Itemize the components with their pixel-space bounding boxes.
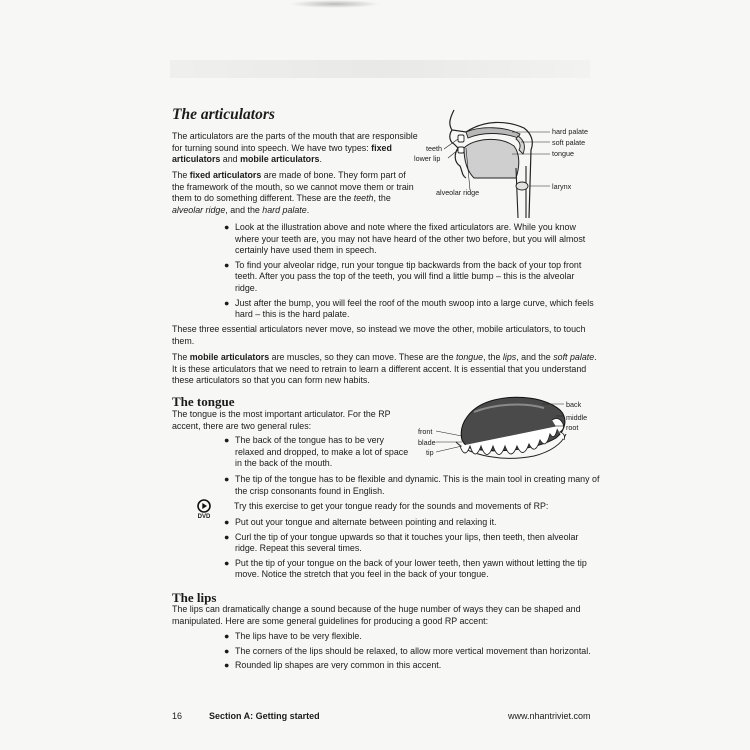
section-title-tongue: The tongue [172,394,235,409]
bleed-through [170,60,590,78]
list-item: ● Curl the tip of your tongue upwards so that it touches your lips, then teeth, then alveolar ridge. Repeat this several times. [224,531,579,554]
label-teeth: teeth [426,144,442,153]
label-soft-palate: soft palate [552,138,586,147]
fixed-articulator-tips [223,222,597,324]
lips-intro: The lips can dramatically change a sound because of the huge number of ways they can be shaped and manipulated. Here are some general guidelines for producing a good RP accent: [172,604,581,626]
scan-smudge [290,0,380,8]
label-blade: blade [418,438,436,447]
tongue-diagram [414,390,598,476]
page-number: 16 [172,711,183,721]
label-larynx: larynx [552,182,572,191]
list-item: ● The corners of the lips should be relaxed, to allow more vertical movement than horizontal. [224,645,591,656]
list-item: ● Rounded lip shapes are very common in this accent. [224,660,442,671]
label-alveolar-ridge: alveolar ridge [436,188,480,197]
label-hard-palate: hard palate [552,127,588,136]
list-item: ● Just after the bump, you will feel the roof of the mouth swoop into a large curve, which feels hard – this is the hard palate. [224,297,594,320]
play-icon [197,499,211,513]
mobile-articulators-paragraph: The mobile articulators are muscles, so they can move. These are the tongue, the lips, and the soft palate. It is these articulators that we need to retrain to learn a different accent. It is essential that you understand these articulators so that you can form new habits. [172,352,597,386]
list-item: ● The tip of the tongue has to be flexible and dynamic. This is the main tool in creating many of the crisp consonants found in English. [224,474,600,496]
tongue-rules-list [223,435,413,473]
label-middle: middle [566,413,588,422]
section-title-lips: The lips [172,590,217,605]
list-item: ● Put out your tongue and alternate between pointing and relaxing it. [224,517,497,527]
tongue-intro: The tongue is the most important articulator. For the RP accent, there are two general rules: [172,409,391,431]
fixed-articulators-paragraph: The fixed articulators are made of bone. They form part of the framework of the mouth, so we cannot move them or train them to do something different. These are the teeth, the alveolar ridge, and the hard palate. [172,170,414,215]
list-item: ● Look at the illustration above and note where the fixed articulators are. While you know where your teeth are, you may not have heard of the other two before, but you will almost certainly have used them in speech. [224,222,586,256]
list-item: ● The back of the tongue has to be very relaxed and dropped, to make a lot of space in the back of the mouth. [224,435,409,469]
lips-guidelines-list [223,631,603,675]
tongue-exercise-list [223,517,597,584]
label-tip: tip [426,448,434,457]
section-title-articulators: The articulators [172,106,275,123]
label-lower-lip: lower lip [414,154,441,163]
list-item: ● Put the tip of your tongue on the back of your lower teeth, then yawn without letting the tip move. Notice the stretch that you feel in the back of your tongue. [224,557,587,580]
dvd-marker [194,499,214,521]
footer-section: Section A: Getting started [209,711,320,721]
label-back: back [566,400,582,409]
articulators-intro: The articulators are the parts of the mouth that are responsible for turning sound into speech. We have two types: fixed articulators and mobile articulators. [172,131,418,165]
dvd-label: DVD [197,514,211,520]
label-tongue: tongue [552,149,574,158]
list-item: ● To find your alveolar ridge, run your tongue tip backwards from the back of your top front teeth. After you pass the top of the teeth, you will find a little bump – this is the alveolar ridge. [224,259,582,293]
footer-website: www.nhantriviet.com [508,711,591,721]
label-root: root [566,423,579,432]
exercise-intro: Try this exercise to get your tongue ready for the sounds and movements of RP: [234,501,549,511]
tongue-rules-list-continued [223,474,603,500]
never-move-paragraph: These three essential articulators never move, so instead we move the other, mobile articulators, to touch them. [172,324,586,346]
mouth-diagram-drawing [414,108,594,218]
label-front: front [418,427,433,436]
list-item: ● The lips have to be very flexible. [224,631,362,641]
mouth-cross-section-diagram [414,108,594,218]
